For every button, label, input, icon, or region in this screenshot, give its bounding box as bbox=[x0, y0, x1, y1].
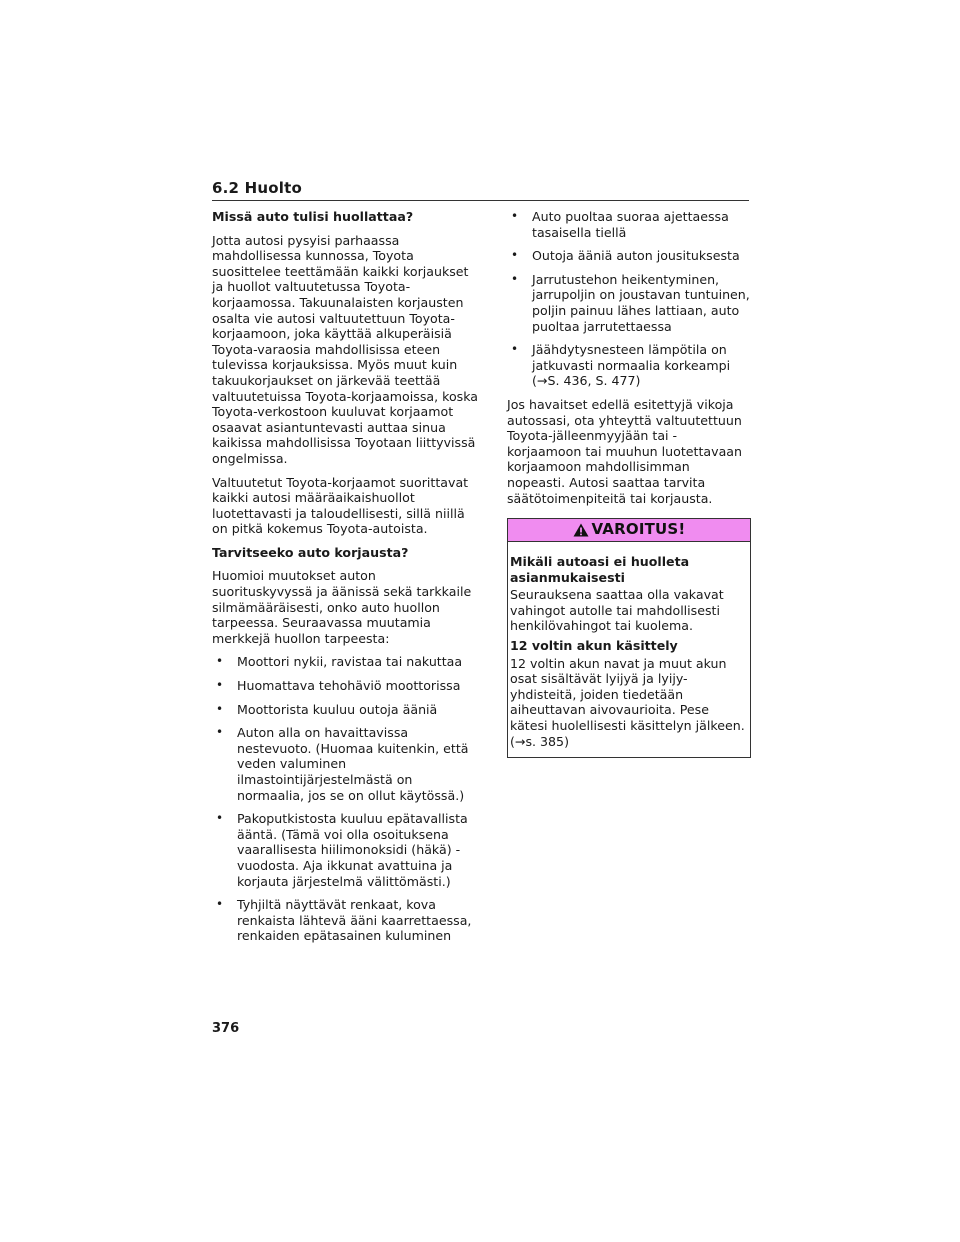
left-column bbox=[212, 209, 480, 952]
paragraph-service-intro: Jotta autosi pysyisi parhaassa mahdollisessa kunnossa, Toyota suosittelee teettämään kaikki korjaukset ja huollot valtuutetussa Toyota-korjaamossa. Takuunalaisten korjausten osalta vie autosi valtuutettuun Toyota-korjaamoon, joka käyttää alkuperäisiä Toyota-varaosia mahdollisissa eteen tulevissa korjauksissa. Myös muut kuin takuukorjaukset on järkevää teettää valtuutetuissa Toyota-korjaamoissa, koska Toyota-verkostoon kuuluvat korjaamot osaavat asiantuntevasti auttaa sinua kaikissa mahdollisissa Toyotaan liittyvissä ongelmissa. bbox=[212, 232, 479, 466]
warning-body bbox=[508, 542, 750, 757]
warning-title: VAROITUS! bbox=[591, 520, 686, 539]
paragraph-authorized-shops: Valtuutetut Toyota-korjaamot suorittavat kaikki autosi määräaikaishuollot luotettavasti ja taloudellisesti, sillä niillä on pitkä kokemus Toyota-autoista. bbox=[212, 474, 469, 537]
warning-box bbox=[507, 518, 751, 758]
heading-needs-repair: Tarvitseeko auto korjausta? bbox=[212, 544, 409, 560]
list-item: • Jäähdytysnesteen lämpötila on jatkuvasti normaalia korkeampi (→S. 436, S. 477) bbox=[507, 342, 751, 389]
page-number: 376 bbox=[212, 1021, 240, 1036]
warning-header bbox=[508, 519, 750, 542]
paragraph-signs-intro: Huomioi muutokset auton suorituskyvyssä ja äänissä sekä tarkkaile silmämääräisesti, onko auto huollon tarpeessa. Seuraavassa muutamia merkkejä huollon tarpeesta: bbox=[212, 568, 472, 646]
symptom-list-right bbox=[507, 209, 751, 389]
list-item: • Huomattava tehohäviö moottorissa bbox=[212, 678, 480, 694]
list-item: • Auto puoltaa suoraa ajettaessa tasaisella tiellä bbox=[507, 209, 751, 240]
list-item: • Moottori nykii, ravistaa tai nakuttaa bbox=[212, 654, 480, 670]
list-item: • Tyhjiltä näyttävät renkaat, kova renkaista lähtevä ääni kaarrettaessa, renkaiden epätasainen kuluminen bbox=[212, 897, 480, 944]
warning-paragraph-consequences: Seurauksena saattaa olla vakavat vahingot autolle tai mahdollisesti henkilövahingot tai kuolema. bbox=[510, 587, 724, 634]
section-header bbox=[212, 178, 749, 201]
list-item: • Auton alla on havaittavissa nestevuoto. (Huomaa kuitenkin, että veden valuminen ilmastointijärjestelmästä on normaalia, jos se on ollut käytössä.) bbox=[212, 725, 480, 803]
warning-paragraph-battery: 12 voltin akun navat ja muut akun osat sisältävät lyijyä ja lyijy-yhdisteitä, joiden tiedetään aiheuttavan aivovaurioita. Pese kätesi huolellisesti käsittelyn jälkeen. (→s. 385) bbox=[510, 655, 745, 749]
right-column bbox=[507, 209, 751, 758]
paragraph-contact-dealer: Jos havaitset edellä esitettyjä vikoja autossasi, ota yhteyttä valtuutettuun Toyota-jälleenmyyjään tai -korjaamoon tai muuhun luotettavaan korjaamoon mahdollisimman nopeasti. Autosi saattaa tarvita säätötoimenpiteitä tai korjausta. bbox=[507, 396, 742, 506]
list-item: • Moottorista kuuluu outoja ääniä bbox=[212, 702, 480, 718]
warning-triangle-icon bbox=[573, 523, 589, 537]
warning-heading-battery: 12 voltin akun käsittely bbox=[510, 638, 678, 654]
list-item: • Pakoputkistosta kuuluu epätavallista ääntä. (Tämä voi olla osoituksena vaarallisesta hiilimonoksidi (häkä) -vuodosta. Aja ikkunat avattuina ja korjauta järjestelmä välittömästi.) bbox=[212, 811, 480, 889]
list-item: • Outoja ääniä auton jousituksesta bbox=[507, 248, 751, 264]
section-title: 6.2 Huolto bbox=[212, 179, 302, 197]
warning-heading-maintenance: Mikäli autoasi ei huolleta asianmukaisesti bbox=[510, 554, 690, 585]
heading-where-to-service: Missä auto tulisi huollattaa? bbox=[212, 209, 414, 224]
symptom-list-left bbox=[212, 654, 480, 944]
list-item: • Jarrutustehon heikentyminen, jarrupoljin on joustavan tuntuinen, poljin painuu lähes lattiaan, auto puoltaa jarrutettaessa bbox=[507, 272, 751, 334]
